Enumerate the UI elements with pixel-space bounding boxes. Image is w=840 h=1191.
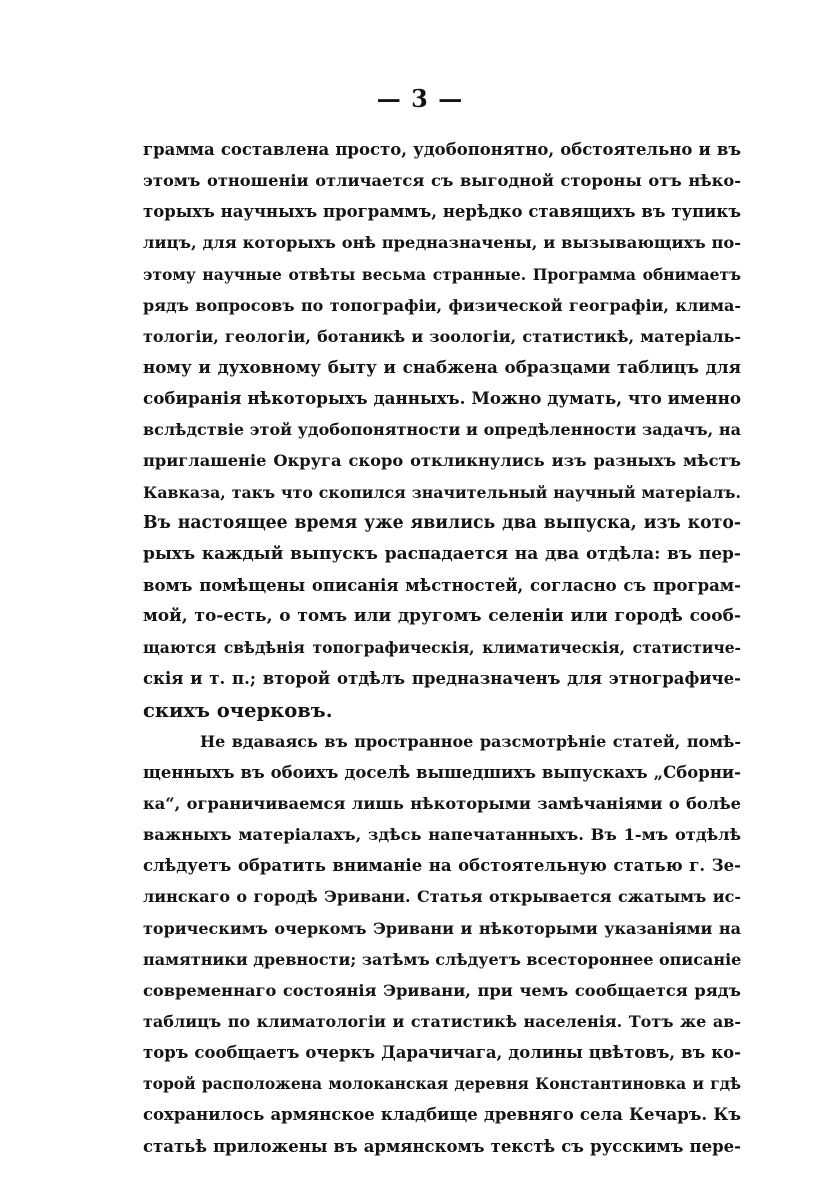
text-line: скія и т. п.; второй отдѣлъ предназначенъ для этнографиче- (143, 669, 741, 689)
text-line: щаются свѣдѣнія топографическія, климатическія, статистиче- (143, 638, 741, 658)
text-line: этому научные отвѣты весьма странные. Программа обнимаетъ (143, 264, 741, 284)
text-line: ка“, ограничиваемся лишь нѣкоторыми замѣчаніями о болѣе (143, 793, 741, 813)
text-line: сохранилось армянское кладбище древняго села Кечаръ. Къ (143, 1105, 741, 1125)
text-line: таблицъ по климатологіи и статистикѣ населенія. Тотъ же ав- (143, 1011, 741, 1031)
text-line: Кавказа, такъ что скопился значительный научный матеріалъ. (143, 482, 741, 502)
text-line: торическимъ очеркомъ Эривани и нѣкоторыми указаніями на (143, 918, 741, 938)
text-line: торъ сообщаетъ очеркъ Дарачичага, долины цвѣтовъ, въ ко- (143, 1043, 741, 1063)
text-line: ному и духовному быту и снабжена образцами таблицъ для (143, 356, 741, 377)
body-text (143, 134, 741, 1162)
text-line: грамма составлена просто, удобопонятно, обстоятельно и въ (143, 140, 741, 159)
text-line: важныхъ матеріалахъ, здѣсь напечатанныхъ. Въ 1-мъ отдѣлѣ (143, 825, 741, 845)
text-line: памятники древности; затѣмъ слѣдуетъ всестороннее описаніе (143, 949, 741, 969)
text-line: слѣдуетъ обратить вниманіе на обстоятельную статью г. Зе- (143, 856, 741, 876)
text-line: современнаго состоянія Эривани, при чемъ сообщается рядъ (143, 980, 741, 1000)
text-line: вомъ помѣщены описанія мѣстностей, согласно съ програм- (143, 575, 741, 595)
text-line: Не вдаваясь въ пространное разсмотрѣніе статей, помѣ- (200, 731, 741, 751)
page-number: — 3 — (376, 84, 464, 113)
text-line: статьѣ приложены въ армянскомъ текстѣ съ русскимъ пере- (143, 1136, 741, 1156)
text-line: приглашеніе Округа скоро откликнулись изъ разныхъ мѣстъ (143, 451, 741, 471)
text-line: щенныхъ въ обоихъ доселѣ вышедшихъ выпускахъ „Сборни- (143, 762, 741, 782)
text-line: этомъ отношеніи отличается съ выгодной стороны отъ нѣко- (143, 171, 741, 191)
text-line: рыхъ каждый выпускъ распадается на два отдѣла: въ пер- (143, 543, 741, 564)
text-line: рядъ вопросовъ по топографіи, физической географіи, клима- (143, 295, 741, 315)
text-line: тологіи, геологіи, ботаникѣ и зоологіи, статистикѣ, матеріаль- (143, 326, 741, 346)
text-line: скихъ очерковъ. (143, 698, 333, 722)
text-line: вслѣдствіе этой удобопонятности и опредѣленности задачъ, на (143, 420, 741, 440)
text-line: собиранія нѣкоторыхъ данныхъ. Можно думать, что именно (143, 388, 741, 409)
text-line: мой, то-есть, о томъ или другомъ селеніи или городѣ сооб- (143, 606, 741, 627)
text-line: торой расположена молоканская деревня Константиновка и гдѣ (143, 1074, 741, 1094)
text-line: Въ настоящее время уже явились два выпуска, изъ кото- (143, 512, 741, 533)
text-line: торыхъ научныхъ программъ, нерѣдко ставящихъ въ тупикъ (143, 202, 741, 222)
text-line: линскаго о городѣ Эривани. Статья открывается сжатымъ ис- (143, 887, 741, 907)
text-line: лицъ, для которыхъ онѣ предназначены, и вызывающихъ по- (143, 233, 741, 253)
